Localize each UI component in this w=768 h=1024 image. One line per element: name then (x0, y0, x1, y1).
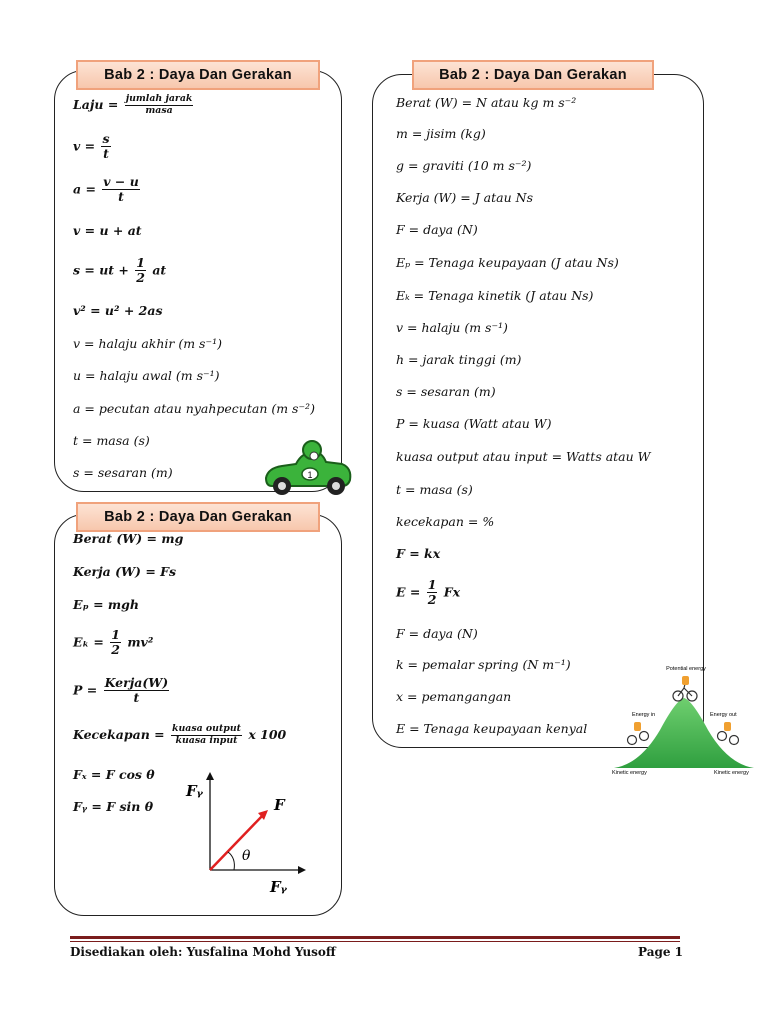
race-car-illustration (262, 438, 354, 500)
fy-formula: Fᵧ = F sin θ (73, 799, 154, 814)
right-line-12: kuasa output atau input = Watts atau W (396, 449, 651, 464)
left-bottom-card-title: Bab 2 : Daya Dan Gerakan (76, 502, 320, 532)
label-energy-out: Energy out (710, 712, 737, 718)
ep-formula: Eₚ = mgh (73, 597, 139, 612)
power-formula: P = $\frac{\text{Kerja(W)}}{t}$ (73, 675, 169, 706)
right-line-10: s = sesaran (m) (396, 384, 496, 399)
def-s: s = sesaran (m) (73, 465, 173, 480)
bicycle-icon (718, 722, 739, 745)
right-line-3: g = graviti (10 m s⁻²) (396, 158, 532, 173)
bicycle-icon (673, 676, 697, 701)
energy-hill-illustration (610, 660, 758, 776)
def-t: t = masa (s) (73, 433, 150, 448)
right-line-9: h = jarak tinggi (m) (396, 352, 522, 367)
footer-author: Disediakan oleh: Yusfalina Mohd Yusoff (70, 945, 336, 959)
def-v: v = halaju akhir (m s⁻¹) (73, 336, 222, 351)
force-vector (210, 814, 264, 870)
label-fy-bottom: Fᵧ (270, 878, 287, 896)
angle-arc (228, 852, 234, 870)
right-line-17: F = daya (N) (396, 626, 478, 641)
footer-page-number: Page 1 (638, 945, 684, 959)
right-line-19: x = pemangangan (396, 689, 512, 704)
right-line-15: F = kx (396, 546, 441, 561)
fx-formula: Fₓ = F cos θ (73, 767, 155, 782)
arrow-head-icon (206, 772, 214, 780)
right-card-title: Bab 2 : Daya Dan Gerakan (412, 60, 654, 90)
v-squared-formula: v² = u² + 2as (73, 303, 163, 318)
kerja-formula: Kerja (W) = Fs (73, 564, 177, 579)
laju-formula: Laju = $\frac{\text{jumlah jarak}}{\text{masa}}$ (73, 93, 193, 116)
arrow-head-icon (298, 866, 306, 874)
hill-shape (614, 698, 754, 768)
berat-formula: Berat (W) = mg (73, 531, 184, 546)
footer-divider-thin (70, 941, 680, 942)
ek-formula: Eₖ = $\frac{1}{2}$ mv² (73, 627, 154, 658)
label-theta: θ (242, 848, 251, 864)
label-f: F (274, 796, 285, 814)
right-line-4: Kerja (W) = J atau Ns (396, 190, 533, 205)
def-a: a = pecutan atau nyahpecutan (m s⁻²) (73, 401, 315, 416)
label-fy-top: Fᵧ (186, 782, 203, 800)
right-line-1: Berat (W) = N atau kg m s⁻² (396, 95, 577, 110)
right-line-5: F = daya (N) (396, 222, 478, 237)
v-u-at-formula: v = u + at (73, 223, 142, 238)
right-line-14: kecekapan = % (396, 514, 495, 529)
right-card (372, 74, 704, 748)
footer-divider (70, 936, 680, 939)
efficiency-formula: Kecekapan = $\frac{\text{kuasa output}}{\text{kuasa input}}$ x 100 (73, 723, 287, 746)
s-formula: s = ut + $\frac{1}{2}$ at (73, 255, 167, 286)
label-energy-in: Energy in (632, 712, 656, 718)
left-top-card-title: Bab 2 : Daya Dan Gerakan (76, 60, 320, 90)
right-line-6: Eₚ = Tenaga keupayaan (J atau Ns) (396, 255, 619, 270)
right-line-2: m = jisim (kg) (396, 126, 486, 141)
label-kinetic-energy-left: Kinetic energy (612, 770, 647, 776)
right-line-7: Eₖ = Tenaga kinetik (J atau Ns) (396, 288, 594, 303)
label-potential-energy: Potential energy (666, 666, 706, 672)
right-line-13: t = masa (s) (396, 482, 473, 497)
v-formula: v = $\frac{s}{t}$ (73, 131, 110, 162)
right-line-11: P = kuasa (Watt atau W) (396, 416, 552, 431)
a-formula: a = $\frac{v - u}{t}$ (73, 174, 139, 205)
force-vector-diagram (180, 766, 320, 900)
elastic-energy-formula: E = $\frac{1}{2}$ Fx (396, 577, 461, 608)
bicycle-icon (628, 722, 649, 745)
right-line-8: v = halaju (m s⁻¹) (396, 320, 508, 335)
def-u: u = halaju awal (m s⁻¹) (73, 368, 220, 383)
right-line-18: k = pemalar spring (N m⁻¹) (396, 657, 571, 672)
label-kinetic-energy-right: Kinetic energy (714, 770, 749, 776)
right-line-20: E = Tenaga keupayaan kenyal (396, 721, 588, 736)
car-number: 1 (307, 470, 313, 480)
